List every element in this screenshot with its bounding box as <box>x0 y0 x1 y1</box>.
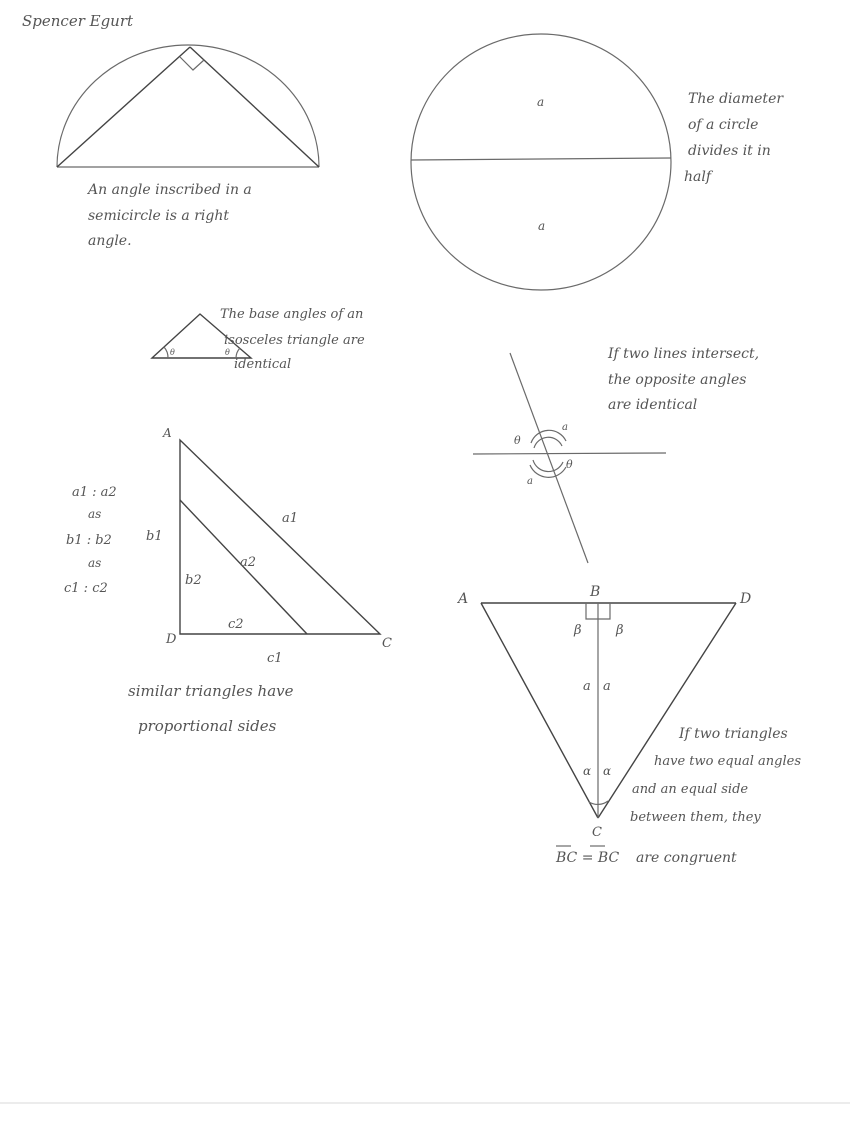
vertical-angle-arc-top <box>534 437 562 448</box>
congruent-caption-line: have two equal angles <box>654 754 801 769</box>
ratio-line: c1 : c2 <box>64 581 108 596</box>
alpha-left: α <box>583 764 592 778</box>
vertical-angle-arc-top-outer <box>531 430 566 443</box>
congruent-caption-line: and an equal side <box>632 782 749 797</box>
semicircle-caption-line: angle. <box>88 233 132 249</box>
congruent-vertex-c: C <box>592 825 602 840</box>
semicircle-caption-line: An angle inscribed in a <box>88 182 252 198</box>
isosceles-angle-right: θ <box>225 348 230 357</box>
semicircle-caption <box>86 182 252 249</box>
right-angle-mark-right <box>598 603 610 619</box>
vertical-angle-arc-bottom <box>533 460 563 472</box>
circle-caption <box>684 91 784 185</box>
circle-caption-line: divides it in <box>688 143 771 159</box>
angle-alpha-top: a <box>562 422 568 433</box>
side-label-c1: c1 <box>267 651 283 666</box>
semicircle-arc <box>57 45 319 167</box>
angle-theta-left: θ <box>514 434 521 447</box>
ratio-line: as <box>88 507 102 521</box>
circle-top-label: a <box>537 95 545 109</box>
isosceles-angle-left: θ <box>170 348 175 357</box>
side-label-b2: b2 <box>185 573 202 588</box>
angle-theta-right: θ <box>566 458 573 471</box>
segment-equation: BC = BC <box>556 850 620 866</box>
congruent-caption-line: If two triangles <box>679 726 788 742</box>
side-label-b1: b1 <box>146 529 163 544</box>
circle <box>411 34 671 290</box>
circle-caption-line: half <box>684 169 712 185</box>
similar-caption <box>128 682 294 735</box>
similar-caption-line: proportional sides <box>138 717 277 735</box>
beta-right: β <box>616 623 624 638</box>
congruent-triangles-figure <box>456 584 751 840</box>
ratio-line: as <box>88 556 102 570</box>
intersecting-caption-line: the opposite angles <box>608 372 747 388</box>
ratio-line: b1 : b2 <box>66 533 112 548</box>
ratio-line: a1 : a2 <box>72 485 117 500</box>
isosceles-caption-line: The base angles of an <box>220 307 364 322</box>
congruent-vertex-b: B <box>590 584 601 600</box>
slanted-line <box>510 353 588 563</box>
intersecting-caption-line: are identical <box>608 397 698 413</box>
vertex-label-c: C <box>382 636 392 651</box>
side-label-c2: c2 <box>228 617 244 632</box>
intersecting-caption-line: If two lines intersect, <box>608 346 760 362</box>
horizontal-line <box>473 453 666 454</box>
congruent-caption-line: between them, they <box>630 810 761 825</box>
similar-caption-line: similar triangles have <box>128 682 294 700</box>
circle-diameter <box>411 158 671 160</box>
vertex-label-d: D <box>166 632 177 647</box>
side-a-right: a <box>603 679 611 694</box>
circle-caption-line: of a circle <box>688 117 759 133</box>
beta-left: β <box>574 623 582 638</box>
congruent-equation <box>555 846 619 866</box>
semicircle-caption-line: semicircle is a right <box>88 208 229 224</box>
right-angle-mark-left <box>586 603 598 619</box>
vertex-label-a: A <box>163 426 172 440</box>
circle-figure <box>411 34 671 290</box>
alpha-right: α <box>603 764 612 778</box>
congruent-vertex-a: A <box>458 591 469 607</box>
side-label-a1: a1 <box>282 511 299 526</box>
isosceles-caption-line: isosceles triangle are <box>224 333 365 348</box>
side-label-a2: a2 <box>240 555 257 570</box>
side-a-left: a <box>583 679 591 694</box>
semicircle-figure <box>57 45 319 167</box>
isosceles-caption <box>220 307 365 372</box>
isosceles-caption-line: identical <box>234 357 292 372</box>
inscribed-chord-left <box>57 47 190 167</box>
circle-bottom-label: a <box>538 219 546 233</box>
author-name: Spencer Egurt <box>22 12 134 30</box>
congruent-vertex-d: D <box>740 591 752 607</box>
inscribed-chord-right <box>190 47 319 167</box>
congruent-caption <box>630 726 801 866</box>
similar-ratios <box>64 485 117 596</box>
circle-caption-line: The diameter <box>688 91 784 107</box>
right-angle-mark <box>180 57 204 70</box>
intersecting-caption <box>607 346 759 413</box>
angle-alpha-bottom: a <box>527 476 533 487</box>
congruent-caption-line: are congruent <box>636 850 737 866</box>
similar-triangles-figure <box>146 426 392 666</box>
base-angle-arc-left <box>164 347 168 358</box>
